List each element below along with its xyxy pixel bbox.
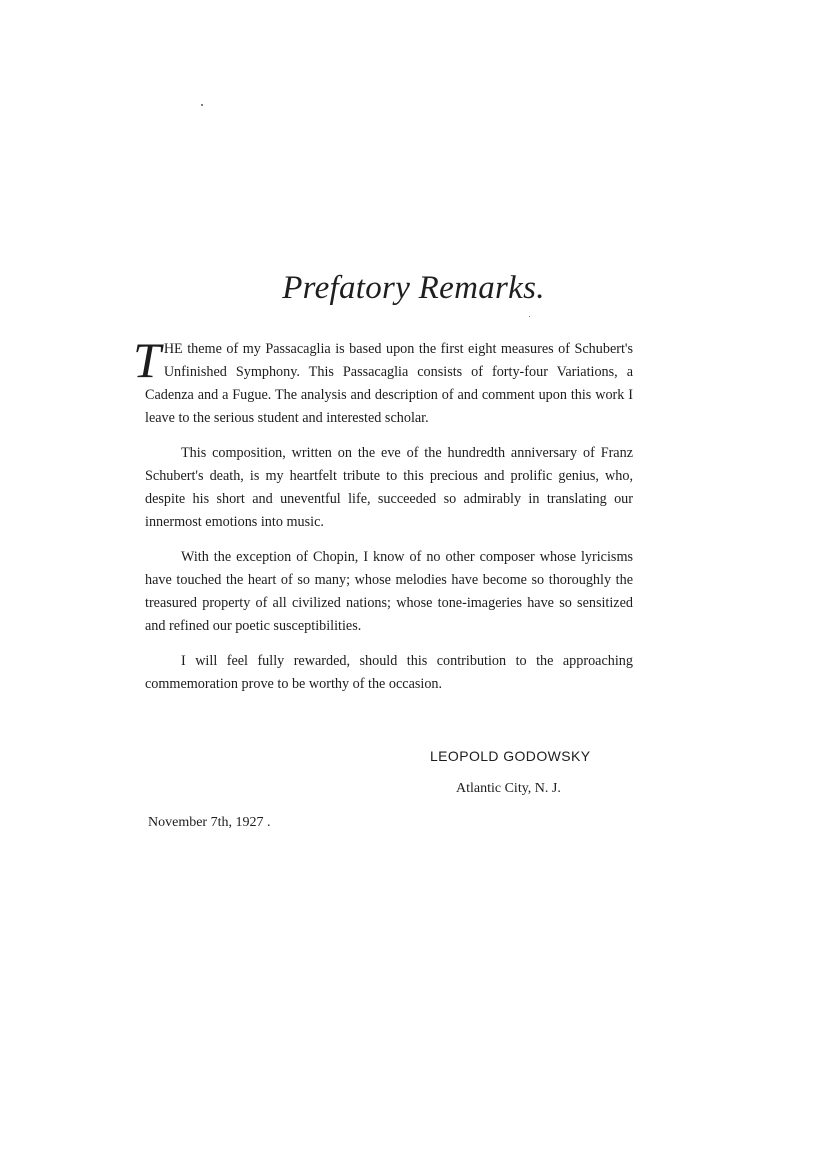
page-title: Prefatory Remarks. (282, 270, 545, 306)
paper-speck (529, 316, 530, 317)
paragraph-4: I will feel fully rewarded, should this contribution to the approaching commemoration prove to be worthy of the occasion. (145, 653, 633, 692)
paragraph-1 (133, 332, 633, 430)
paragraph-2: This composition, written on the eve of the hundredth anniversary of Franz Schubert's death, is my heartfelt tribute to this precious and prolific genius, who, despite his short and uneventful life, succeeded so admirably in translating our innermost emotions into music. (145, 445, 633, 530)
body-text (133, 332, 633, 708)
document-date: November 7th, 1927 . (148, 815, 271, 830)
signature-place: Atlantic City, N. J. (456, 781, 561, 796)
paper-speck (201, 104, 203, 106)
paragraph-3: With the exception of Chopin, I know of no other composer whose lyricisms have touched the heart of so many; whose melodies have become so thoroughly the treasured property of all civilized nations; whose tone-imageries have so sensitized and refined our poetic susceptibilities. (145, 549, 633, 634)
paragraph-1-text: HE theme of my Passacaglia is based upon the first eight measures of Schubert's Unfinished Symphony. This Passacaglia consists of forty-four Variations, a Cadenza and a Fugue. The analysis and description of and comment upon this work I leave to the serious student and interested scholar. (145, 341, 633, 426)
signature-name: LEOPOLD GODOWSKY (430, 748, 591, 764)
drop-cap-initial: T (133, 332, 161, 388)
